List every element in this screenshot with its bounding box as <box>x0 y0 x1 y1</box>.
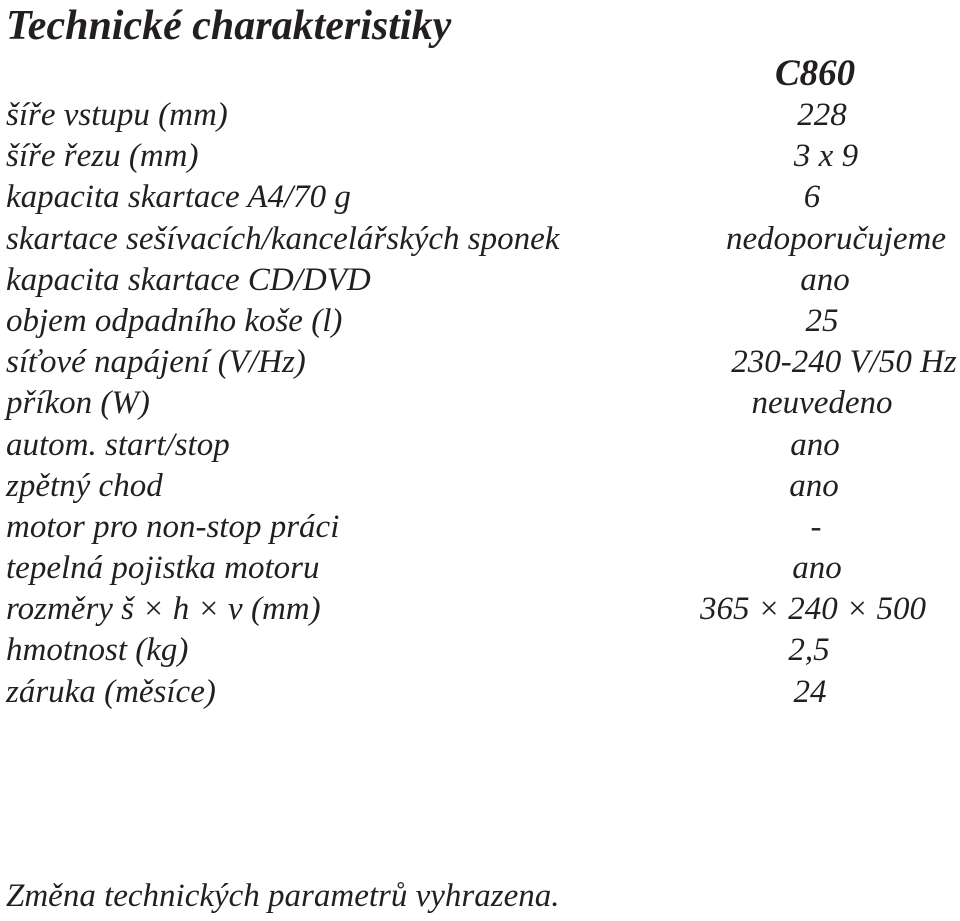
spec-label-staples: skartace sešívacích/kancelářských sponek <box>6 220 560 257</box>
spec-value-sheet-capacity: 6 <box>803 179 821 216</box>
spec-row <box>0 301 960 342</box>
spec-row <box>0 177 960 218</box>
spec-value-power-supply: 230-240 V/50 Hz <box>731 344 957 381</box>
spec-label-bin-volume: objem odpadního koše (l) <box>6 302 343 339</box>
spec-row <box>0 260 960 301</box>
spec-row <box>0 219 960 260</box>
spec-value-dimensions: 365 × 240 × 500 <box>699 591 927 628</box>
spec-label-reverse: zpětný chod <box>6 467 163 504</box>
spec-value-weight: 2,5 <box>788 632 830 669</box>
page-title: Technické charakteristiky <box>6 3 452 49</box>
spec-row <box>0 95 960 136</box>
spec-label-dimensions: rozměry š × h × v (mm) <box>6 591 321 628</box>
spec-value-reverse: ano <box>789 467 839 504</box>
spec-label-auto-start-stop: autom. start/stop <box>6 426 230 463</box>
spec-value-bin-volume: 25 <box>805 302 839 339</box>
spec-label-sheet-capacity: kapacita skartace A4/70 g <box>6 179 351 216</box>
spec-table <box>0 95 960 713</box>
spec-value-non-stop-motor: - <box>810 508 822 545</box>
spec-value-thermal-fuse: ano <box>792 550 842 587</box>
spec-row <box>0 383 960 424</box>
spec-value-auto-start-stop: ano <box>790 426 840 463</box>
spec-label-power-input: příkon (W) <box>6 385 150 422</box>
spec-value-power-input: neuvedeno <box>751 385 893 422</box>
spec-label-warranty: záruka (měsíce) <box>6 673 216 710</box>
spec-value-warranty: 24 <box>793 673 827 710</box>
spec-label-cd-dvd: kapacita skartace CD/DVD <box>6 261 371 298</box>
spec-value-cd-dvd: ano <box>800 261 850 298</box>
spec-row <box>0 342 960 383</box>
spec-row <box>0 507 960 548</box>
spec-row <box>0 672 960 713</box>
spec-value-staples: nedoporučujeme <box>726 220 946 257</box>
spec-value-input-width: 228 <box>797 97 847 133</box>
spec-label-thermal-fuse: tepelná pojistka motoru <box>6 550 320 587</box>
spec-row <box>0 589 960 630</box>
spec-row <box>0 548 960 589</box>
spec-label-cut-size: šíře řezu (mm) <box>6 138 199 175</box>
spec-value-cut-size: 3 x 9 <box>793 138 859 175</box>
footer-note: Změna technických parametrů vyhrazena. <box>6 878 560 914</box>
spec-row <box>0 136 960 177</box>
spec-row <box>0 466 960 507</box>
model-name: C860 <box>775 53 856 94</box>
spec-label-weight: hmotnost (kg) <box>6 632 189 669</box>
spec-row <box>0 630 960 671</box>
spec-label-input-width: šíře vstupu (mm) <box>6 97 228 133</box>
spec-label-non-stop-motor: motor pro non-stop práci <box>6 508 340 545</box>
spec-row <box>0 425 960 466</box>
spec-label-power-supply: síťové napájení (V/Hz) <box>6 344 306 381</box>
